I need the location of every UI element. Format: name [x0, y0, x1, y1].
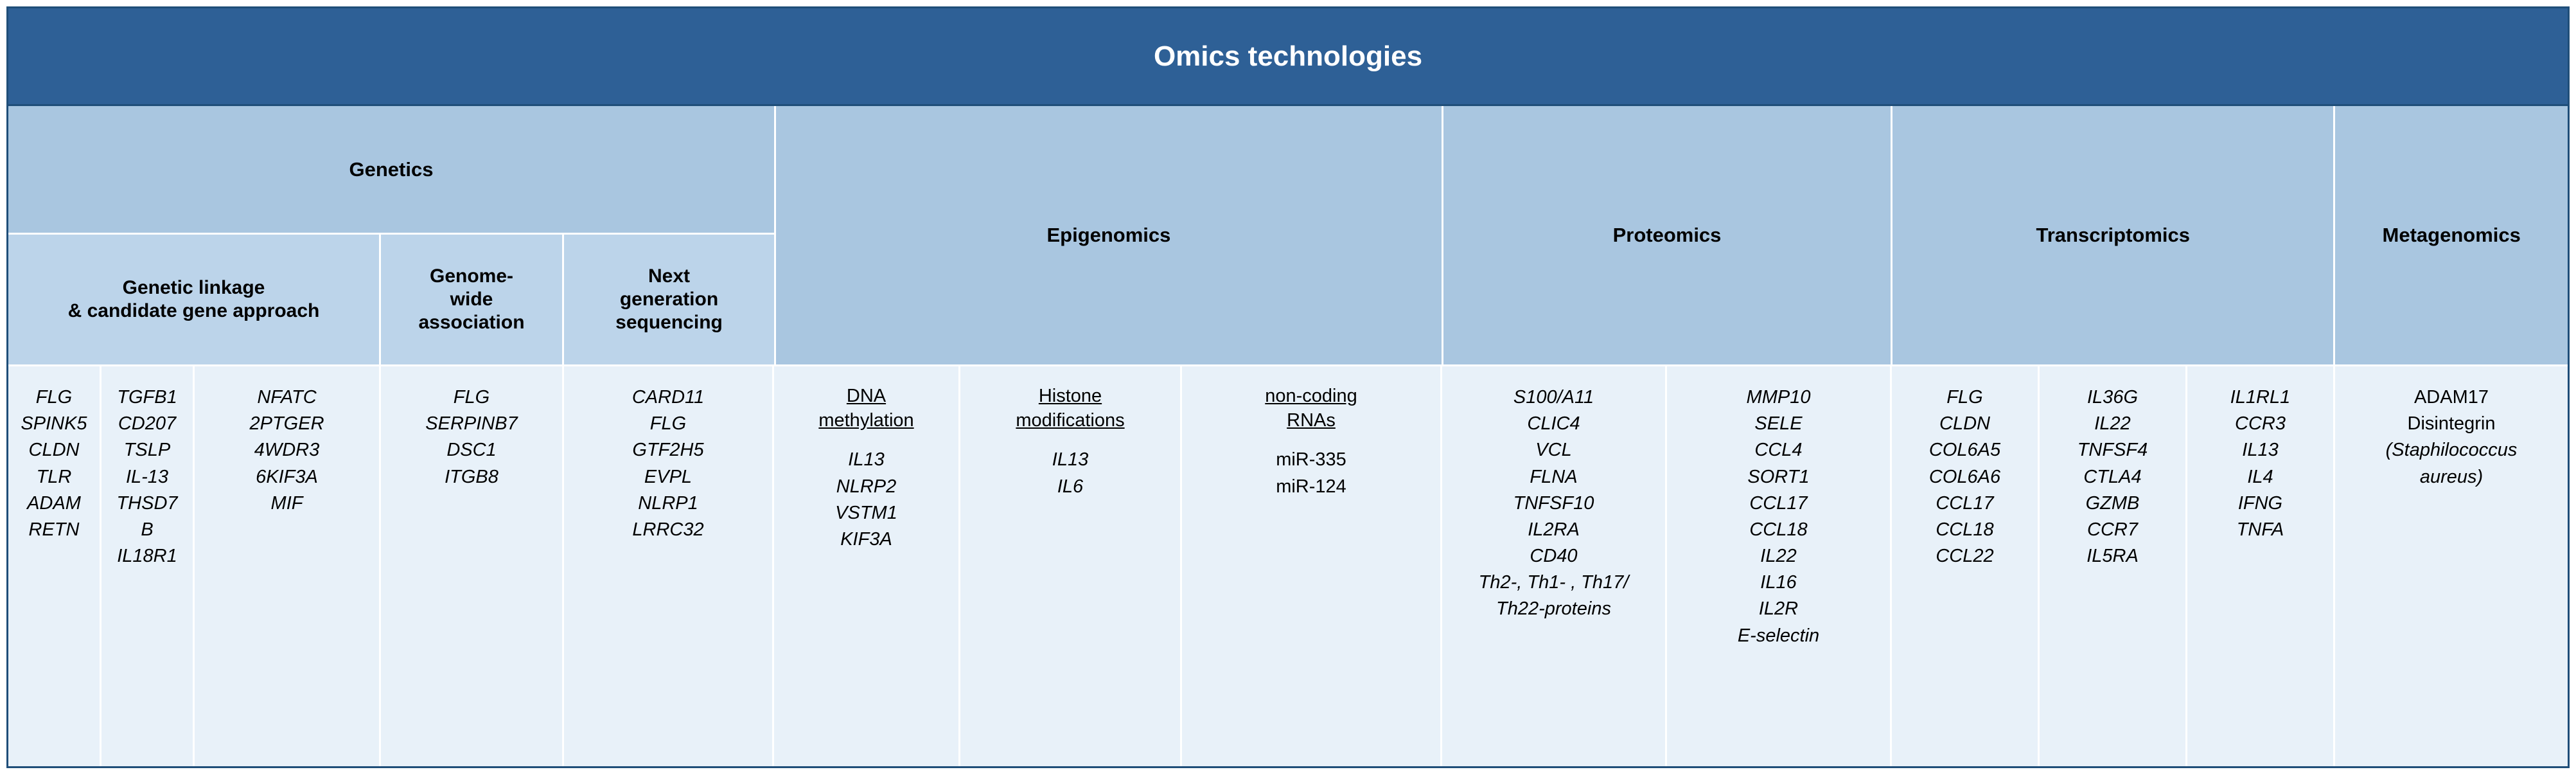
list-item: miR-124 [1276, 476, 1346, 497]
histone-subheader-line1: Histone [1038, 386, 1102, 406]
non-coding-rna-column [1182, 366, 1442, 766]
list-item: EVPL [644, 466, 693, 487]
list-item: aureus) [2419, 466, 2483, 487]
list-item: TLR [36, 466, 72, 487]
list-item: CCR7 [2087, 519, 2138, 540]
list-item: NLRP1 [638, 492, 698, 514]
list-item: ADAM17 [2413, 387, 2489, 408]
omics-technologies-figure [6, 6, 2570, 768]
list-item: TSLP [123, 440, 171, 461]
transcriptomics-column-1 [1892, 366, 2040, 766]
list-item: IL1RL1 [2230, 387, 2291, 408]
gene-list [425, 384, 517, 490]
list-item: CLDN [1939, 413, 1990, 435]
list-item: RETN [28, 519, 80, 540]
gene-list [1929, 384, 2000, 570]
genetics-header-block [8, 106, 776, 364]
list-item: E-selectin [1737, 625, 1820, 646]
histone-modifications-column [960, 366, 1182, 766]
histone-subheader-line2: modifications [1016, 409, 1125, 431]
genetic-linkage-column-1 [8, 366, 101, 766]
list-item: VCL [1535, 440, 1572, 461]
list-item: 6KIF3A [256, 466, 318, 487]
list-item: CCL22 [1936, 546, 1994, 567]
gene-list [249, 384, 324, 517]
list-item: IL36G [2087, 387, 2138, 408]
list-item: IL6 [1057, 476, 1084, 497]
list-item: (Staphilococcus [2385, 440, 2518, 461]
list-item: TNFA [2236, 519, 2284, 540]
list-item: IL4 [2247, 466, 2273, 487]
list-item: Th2-, Th1- , Th17/ [1478, 572, 1629, 593]
list-item: CCL4 [1754, 440, 1803, 461]
list-item: S100/A11 [1513, 387, 1594, 408]
transcriptomics-header: Transcriptomics [1892, 106, 2335, 364]
list-item: MIF [270, 492, 303, 514]
list-item: NFATC [257, 387, 317, 408]
list-item: SPINK5 [21, 413, 87, 435]
list-item: Th22-proteins [1496, 598, 1611, 620]
list-item: ITGB8 [445, 466, 498, 487]
gene-list [1052, 447, 1088, 499]
list-item: CD207 [118, 413, 177, 435]
list-item: IL-13 [125, 466, 169, 487]
list-item: IFNG [2237, 492, 2283, 514]
genetics-header-label: Genetics [8, 106, 774, 235]
list-item: CARD11 [631, 387, 705, 408]
transcriptomics-column-2 [2040, 366, 2187, 766]
list-item: IL13 [848, 449, 885, 471]
list-item: SORT1 [1747, 466, 1810, 487]
organism-list [2386, 384, 2518, 490]
list-item: CD40 [1530, 546, 1578, 567]
list-item: CCL18 [1749, 519, 1808, 540]
list-item: FLG [649, 413, 687, 435]
list-item: CLIC4 [1527, 413, 1580, 435]
proteomics-column-1 [1442, 366, 1667, 766]
ngs-header-line1: Next [648, 265, 690, 287]
list-item: IL2RA [1528, 519, 1580, 540]
epigenomics-header: Epigenomics [776, 106, 1443, 364]
list-item: KIF3A [840, 528, 892, 550]
list-item: CCL17 [1936, 492, 1994, 514]
gwas-header-line1: Genome- [429, 265, 514, 287]
list-item: IL5RA [2086, 546, 2139, 567]
list-item: IL18R1 [117, 546, 177, 567]
dna-methylation-subheader-line1: DNA [846, 386, 887, 406]
gene-list [21, 384, 87, 543]
gwas-header [381, 235, 564, 364]
list-item: LRRC32 [632, 519, 704, 540]
proteomics-column-2 [1667, 366, 1892, 766]
list-item: ADAM [27, 492, 81, 514]
genetic-linkage-header-line1: Genetic linkage [122, 277, 265, 298]
list-item: SERPINB7 [425, 413, 518, 435]
dna-methylation-column [774, 366, 960, 766]
list-item: miR-335 [1276, 449, 1346, 471]
protein-list [1479, 384, 1629, 623]
genetic-linkage-column-2 [101, 366, 195, 766]
list-item: IL22 [2094, 413, 2131, 435]
list-item: CTLA4 [2083, 466, 2142, 487]
gwas-column [381, 366, 564, 766]
ngs-header-line3: sequencing [615, 312, 723, 333]
list-item: TNFSF10 [1513, 492, 1594, 514]
list-item: IL13 [1052, 449, 1089, 471]
list-item: IL13 [2242, 440, 2279, 461]
histone-subheader [1016, 384, 1124, 433]
list-item: CLDN [28, 440, 80, 461]
genetic-linkage-header-line2: & candidate gene approach [67, 300, 320, 321]
list-item: VSTM1 [835, 502, 897, 523]
transcriptomics-column-3 [2187, 366, 2335, 766]
list-item: Disintegrin [2407, 413, 2496, 435]
list-item: FLG [35, 387, 73, 408]
gene-list [835, 447, 897, 553]
list-item: IL16 [1760, 572, 1797, 593]
list-item: IL22 [1760, 546, 1797, 567]
gene-list [632, 384, 704, 543]
gene-list [2078, 384, 2148, 570]
list-item: FLNA [1530, 466, 1578, 487]
figure-title: Omics technologies [8, 8, 2568, 106]
list-item: COL6A6 [1928, 466, 2001, 487]
ncrna-subheader-line2: RNAs [1287, 409, 1336, 431]
ngs-header-line2: generation [619, 289, 719, 310]
genetic-linkage-column-3 [195, 366, 381, 766]
list-item: FLG [1946, 387, 1983, 408]
genetic-linkage-header [8, 235, 381, 364]
ngs-header [564, 235, 774, 364]
header-region [8, 106, 2568, 366]
gwas-header-line3: association [418, 312, 525, 333]
list-item: TNFSF4 [2077, 440, 2148, 461]
genetics-subheaders [8, 235, 774, 364]
gene-list [116, 384, 177, 570]
list-item: TGFB1 [117, 387, 177, 408]
list-item: GTF2H5 [632, 440, 704, 461]
list-item: 2PTGER [249, 413, 324, 435]
protein-list [1738, 384, 1819, 649]
list-item: DSC1 [446, 440, 497, 461]
dna-methylation-subheader [818, 384, 913, 433]
list-item: MMP10 [1746, 387, 1811, 408]
proteomics-header: Proteomics [1443, 106, 1892, 364]
list-item: FLG [453, 387, 490, 408]
list-item: B [141, 519, 154, 540]
list-item: THSD7 [116, 492, 178, 514]
list-item: NLRP2 [836, 476, 897, 497]
list-item: SELE [1754, 413, 1803, 435]
dna-methylation-subheader-line2: methylation [818, 409, 914, 431]
list-item: CCL18 [1936, 519, 1994, 540]
list-item: IL2R [1758, 598, 1799, 620]
rna-list [1276, 447, 1346, 499]
ncrna-subheader-line1: non-coding [1265, 386, 1357, 406]
list-item: 4WDR3 [254, 440, 320, 461]
list-item: CCL17 [1749, 492, 1808, 514]
gene-list [2230, 384, 2291, 543]
list-item: GZMB [2085, 492, 2140, 514]
content-region [8, 366, 2568, 766]
ngs-column [564, 366, 774, 766]
gwas-header-line2: wide [450, 289, 493, 310]
ncrna-subheader [1265, 384, 1357, 433]
list-item: CCR3 [2235, 413, 2286, 435]
metagenomics-header: Metagenomics [2335, 106, 2568, 364]
metagenomics-column [2335, 366, 2568, 766]
list-item: COL6A5 [1928, 440, 2001, 461]
